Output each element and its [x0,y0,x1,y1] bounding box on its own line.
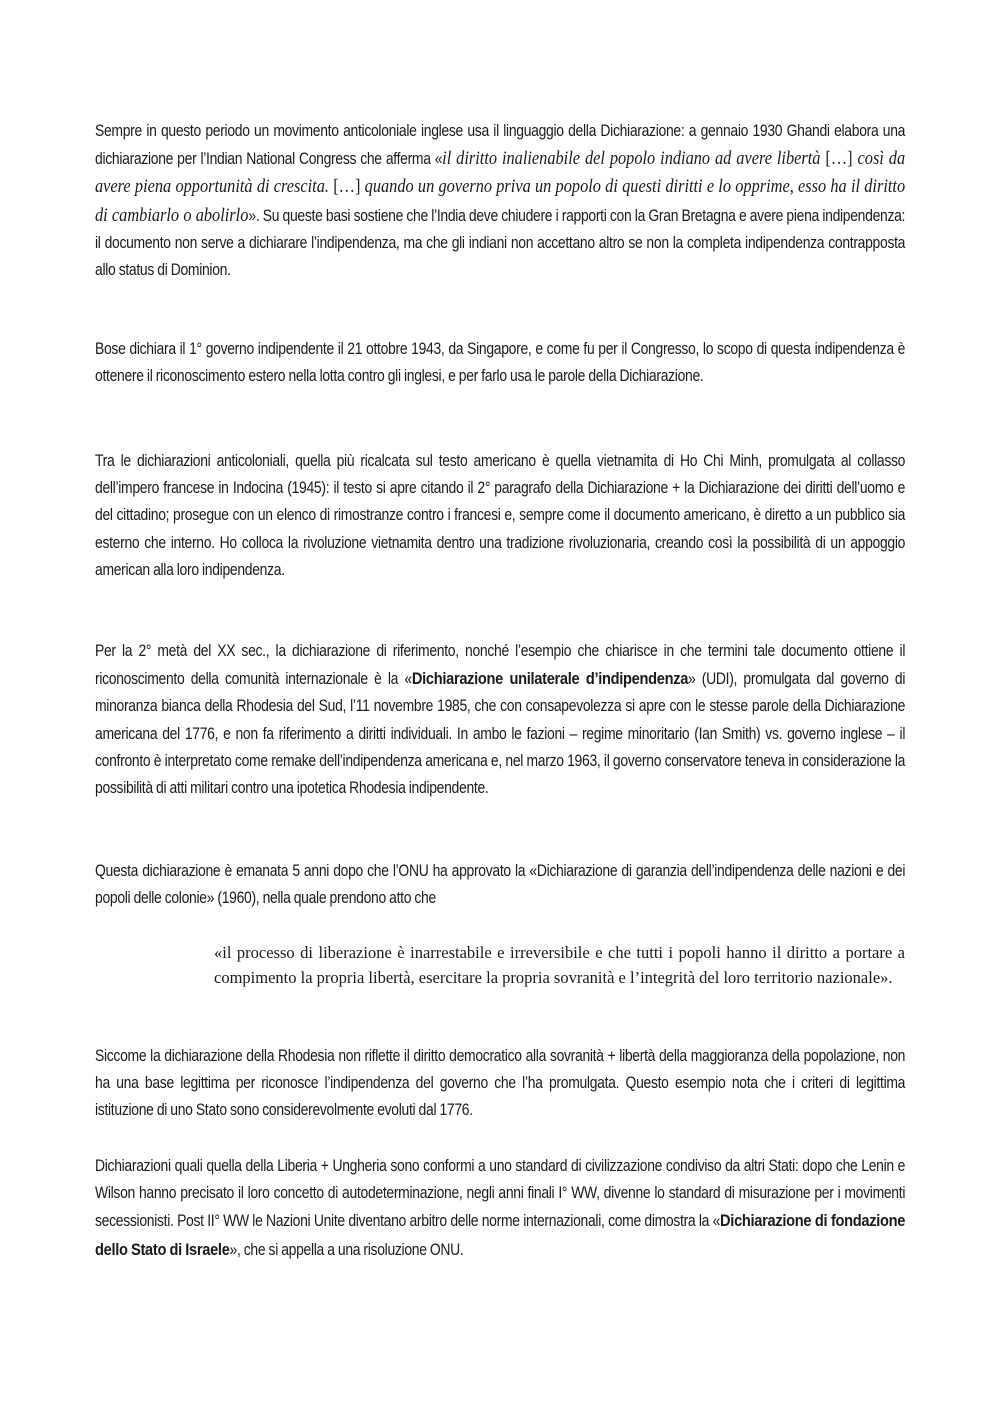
block-quote: «il processo di liberazione è inarrestabile e irreversibile e che tutti i popoli hanno il diritto a portare a compimento la propria libertà, esercitare la propria sovranità e l’integrità del loro territorio nazionale». [214,943,905,987]
paragraph-bose: Bose dichiara il 1° governo indipendente il 21 ottobre 1943, da Singapore, e come fu per il Congresso, lo scopo di questa indipendenza è ottenere il riconoscimento estero nella lotta contro gli inglesi, e per farlo usa le parole della Dichiarazione. [95,340,906,386]
paragraph-text: Dichiarazioni quali quella della Liberia + Ungheria sono conformi a uno standard di civilizzazione condiviso da altri Stati: dopo che Lenin e Wilson hanno precisato il loro concetto di autodeterminazione, negli anni finali I° WW, divenne lo standard di misurazione per i movimenti secessionisti. Post II° WW le Nazioni Unite diventano arbitro delle norme internazionali, come dimostra la « [95,1157,906,1231]
ellipsis-bracket: […] [820,148,858,170]
paragraph-text: Sempre in questo periodo un movimento anticoloniale inglese usa il linguaggio della Dichiarazione: a gennaio 1930 Ghandi elabora una dichiarazione per l’Indian National Congress che afferma « [95,122,906,169]
bold-title: Dichiarazione unilaterale d’indipendenza [411,669,689,689]
paragraph-text: » (UDI), promulgata dal governo di minoranza bianca della Rhodesia del Sud, l’11 novembre 1985, che con consapevolezza si apre con le stesse parole della Dichiarazione americana del 1776, e non fa riferimento a diritti individuali. In ambo le fazioni – regime minoritario (Ian Smith) vs. governo inglese – il confronto è interpretato come remake dell’indipendenza americana e, nel marzo 1963, il governo conservatore teneva in considerazione la possibilità di atti militari contro una ipotetica Rhodesia indipendente. [95,670,906,798]
paragraph-rhodesia-udi [95,638,905,802]
paragraph-text: Per la 2° metà del XX sec., la dichiarazione di riferimento, nonché l’esempio che chiarisce in che termini tale documento ottiene il riconoscimento della comunità internazionale è la « [95,642,906,689]
quote-italic: così da avere piena opportunità di crescita. [95,148,906,198]
quote-italic: quando un governo priva un popolo di questi diritti e lo opprime, esso ha il diritto di cambiarlo o abolirlo [95,176,906,226]
paragraph-liberia-israel [95,1153,905,1264]
ellipsis-bracket: […] [328,176,365,198]
paragraph-onu: Questa dichiarazione è emanata 5 anni dopo che l’ONU ha approvato la «Dichiarazione di garanzia dell’indipendenza delle nazioni e dei popoli delle colonie» (1960), nella quale prendono atto che [95,862,906,908]
paragraph-gandhi [95,118,905,284]
bold-title: Dichiarazione di fondazione dello Stato di Israele [95,1211,906,1259]
paragraph-ho-chi-minh: Tra le dichiarazioni anticoloniali, quella più ricalcata sul testo americano è quella vietnamita di Ho Chi Minh, promulgata al collasso dell’impero francese in Indocina (1945): il testo si apre citando il 2° paragrafo della Dichiarazione + la Dichiarazione dei diritti dell’uomo e del cittadino; prosegue con un elenco di rimostranze contro i francesi e, sempre come il documento americano, è diretto a un pubblico sia esterno che interno. Ho colloca la rivoluzione vietnamita dentro una tradizione rivoluzionaria, creando così la possibilità di un appoggio american alla loro indipendenza. [95,452,906,579]
paragraph-rhodesia-legitimacy: Siccome la dichiarazione della Rhodesia non riflette il diritto democratico alla sovranità + libertà della maggioranza della popolazione, non ha una base legittima per riconosce l’indipendenza del governo che l’ha promulgata. Questo esempio nota che i criteri di legittima istituzione di uno Stato sono considerevolmente evoluti dal 1776. [95,1047,906,1120]
paragraph-text: », che si appella a una risoluzione ONU. [229,1240,464,1259]
paragraph-text: ». Su queste basi sostiene che l’India deve chiudere i rapporti con la Gran Bretagna e avere piena indipendenza: il documento non serve a dichiarare l’indipendenza, ma che gli indiani non accettano altro se non la completa indipendenza contrapposta allo status di Dominion. [95,206,906,280]
quote-italic: il diritto inalienabile del popolo indiano ad avere libertà [442,148,821,170]
